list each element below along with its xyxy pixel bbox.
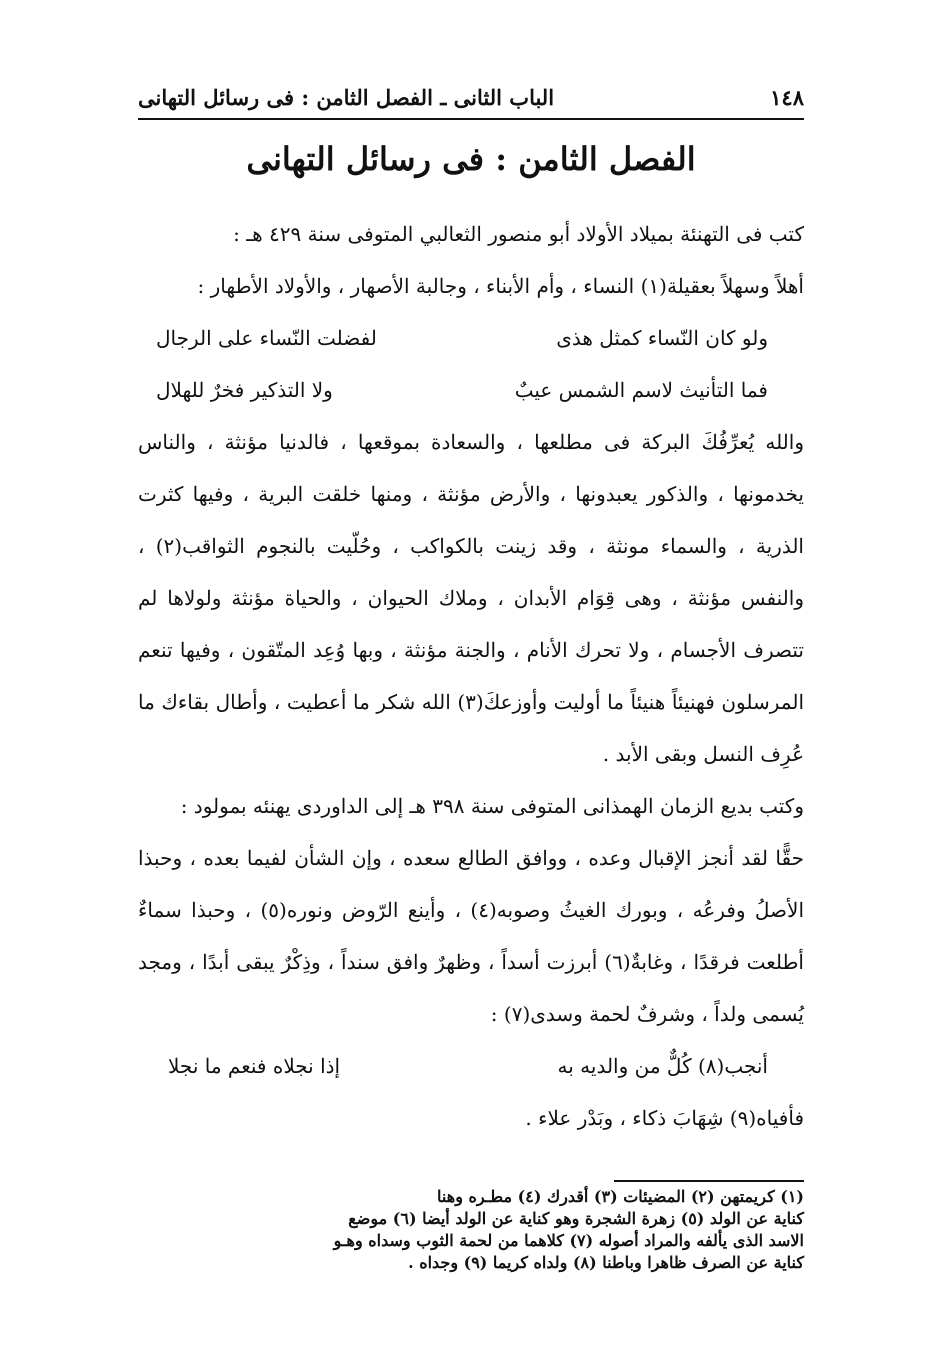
footnote-line: كناية عن الصرف ظاهرا وباطنا (٨) ولداه كريما (٩) وجداه . xyxy=(408,1253,804,1272)
footnote-line: (١) كريمتهن (٢) المضيئات (٣) أقدرك (٤) مطـره وهنا xyxy=(437,1187,804,1206)
running-title: الباب الثانى ـ الفصل الثامن : فى رسائل التهانى xyxy=(138,84,555,110)
footnote-line: الاسد الذى يألفه والمراد أصوله (٧) كلاهما من لحمة الثوب وسداه وهـو xyxy=(333,1231,804,1250)
section-intro: وكتب بديع الزمان الهمذانى المتوفى سنة ٣٩٨ هـ إلى الداوردى يهنئه بمولود : xyxy=(180,794,804,818)
footnote-line: كناية عن الولد (٥) زهرة الشجرة وهو كناية عن الولد أيضا (٦) موضع xyxy=(348,1209,804,1228)
prose-paragraph: حقًّا لقد أنجز الإقبال وعده ، ووافق الطالع سعده ، وإن الشأن لفيما بعده ، وحبذا الأصلُ وفرعُه ، وبورك الغيثُ وصوبه(٤) ، وأينع الرّوض ونوره(٥) ، وحبذا سماءٌ أطلعت فرقدًا ، وغابةٌ(٦) أبرزت أسداً ، وظهرٌ وافق سنداً ، وذِكْرٌ يبقى أبدًا ، ومجد يُسمى ولداً ، وشرفٌ لحمة وسدى(٧) : xyxy=(138,846,804,1026)
verse-hemistich-right: فما التأنيث لاسم الشمس عيبٌ xyxy=(514,378,768,402)
greeting-paragraph: أهلاً وسهلاً بعقيلة(١) النساء ، وأم الأبناء ، وجالبة الأصهار ، والأولاد الأطهار : xyxy=(197,274,804,298)
closing-line: فأفياه(٩) شِهَابَ ذكاء ، وبَدْر علاء . xyxy=(525,1106,804,1130)
prose-paragraph: والله يُعرِّفُكَ البركة فى مطلعها ، والسعادة بموقعها ، فالدنيا مؤنثة ، والناس يخدمونها ، والذكور يعبدونها ، والأرض مؤنثة ، ومنها خلقت البرية ، وفيها كثرت الذرية ، والسماء مونثة ، وقد زينت بالكواكب ، وحُلّيت بالنجوم الثواقب(٢) ، والنفس مؤنثة ، وهى قِوَام الأبدان ، وملاك الحيوان ، والحياة مؤنثة ولولاها لم تتصرف الأجسام ، ولا تحرك الأنام ، والجنة مؤنثة ، وبها وُعِد المتّقون ، وفيها تنعم المرسلون فهنيئاً هنيئاً ما أوليت وأوزعكَ(٣) الله شكر ما أعطيت ، وأطال بقاءك ما عُرِف النسل وبقى الأبد . xyxy=(138,430,804,766)
footnotes xyxy=(138,1186,804,1274)
verse-hemistich-left: إذا نجلاه فنعم ما نجلا xyxy=(168,1054,341,1078)
running-header xyxy=(138,78,804,116)
verse-hemistich-right: ولو كان النّساء كمثل هذى xyxy=(556,326,768,350)
header-rule xyxy=(138,118,804,120)
page-number: ١٤٨ xyxy=(770,84,804,110)
section-intro: كتب فى التهنئة بميلاد الأولاد أبو منصور الثعالبي المتوفى سنة ٤٢٩ هـ : xyxy=(233,222,804,246)
verse-line-3 xyxy=(138,1040,804,1092)
chapter-title: الفصل الثامن : فى رسائل التهانى xyxy=(246,140,696,178)
verse-hemistich-left: لفضلت النّساء على الرجال xyxy=(156,326,377,350)
verse-hemistich-right: أنجب(٨) كُلٌّ من والديه به xyxy=(557,1054,768,1078)
verse-line-2 xyxy=(138,364,804,416)
body-text xyxy=(138,208,804,1136)
verse-hemistich-left: ولا التذكير فخرٌ للهلال xyxy=(156,378,333,402)
footnote-rule xyxy=(614,1180,804,1182)
verse-line-1 xyxy=(138,312,804,364)
